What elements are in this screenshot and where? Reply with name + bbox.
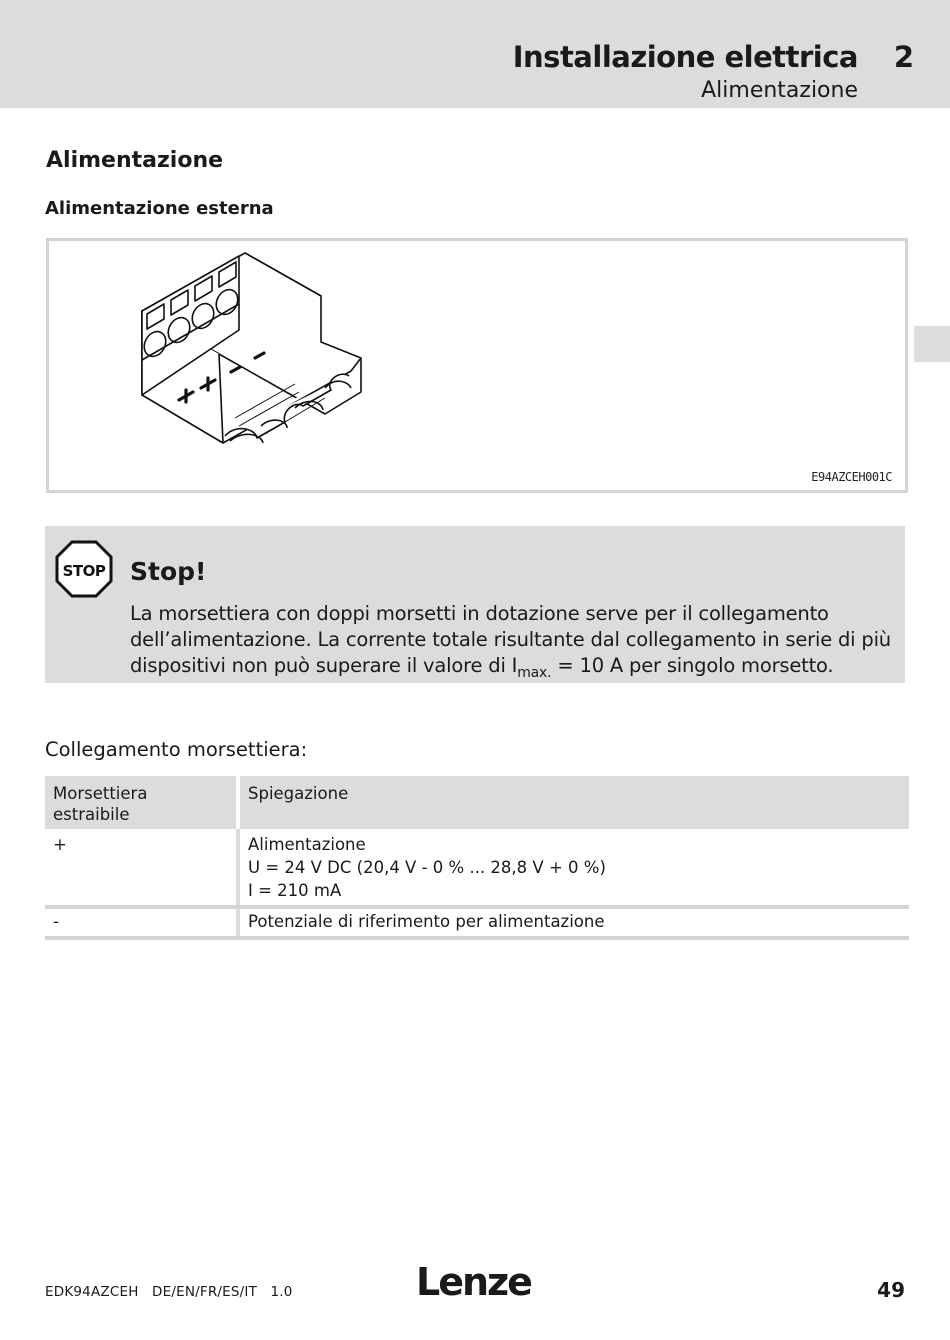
- page-number: 49: [877, 1278, 905, 1302]
- table-intro: Collegamento morsettiera:: [45, 738, 308, 761]
- explanation-line: Alimentazione: [248, 835, 366, 854]
- footer-doc-code: EDK94AZCEH DE/EN/FR/ES/IT 1.0: [45, 1284, 293, 1300]
- table-cell-terminal: -: [45, 907, 238, 938]
- table-row: [45, 907, 909, 938]
- stop-sign-icon: [55, 540, 113, 598]
- explanation-line: U = 24 V DC (20,4 V - 0 % ... 28,8 V + 0 %): [248, 858, 606, 877]
- sub-heading: Alimentazione esterna: [45, 198, 274, 219]
- stop-notice: [45, 526, 905, 683]
- stop-title: Stop!: [130, 557, 207, 586]
- table-header-explanation: Spiegazione: [238, 776, 909, 829]
- table-row: [45, 829, 909, 907]
- section-subtitle: Alimentazione: [701, 78, 858, 103]
- stop-text: La morsettiera con doppi morsetti in dotazione serve per il collegamento dell’alimentazione. La corrente totale risultante dal collegamento in serie di più dispositivi non può superare il valore di $I_{max.} = 10$ A per singolo morsetto.: [130, 602, 891, 681]
- terminal-block-illustration: [135, 248, 375, 463]
- terminal-table: [45, 776, 909, 940]
- chapter-number: 2: [893, 40, 914, 74]
- lenze-logo: Lenze: [416, 1260, 531, 1304]
- page-heading: Alimentazione: [46, 148, 224, 173]
- figure-box: [46, 238, 908, 493]
- svg-text:STOP: STOP: [62, 562, 106, 580]
- table-header-terminal: Morsettiera estraibile: [45, 776, 238, 829]
- side-tab: [914, 326, 950, 362]
- figure-id: E94AZCEH001C: [811, 470, 892, 484]
- stop-subscript: max.: [517, 665, 552, 681]
- table-cell-explanation: [238, 907, 909, 938]
- table-cell-explanation: [238, 829, 909, 907]
- table-cell-terminal: +: [45, 829, 238, 907]
- explanation-line: Potenziale di riferimento per alimentazione: [248, 912, 605, 931]
- chapter-title: Installazione elettrica: [512, 40, 858, 74]
- explanation-line: I = 210 mA: [248, 881, 342, 900]
